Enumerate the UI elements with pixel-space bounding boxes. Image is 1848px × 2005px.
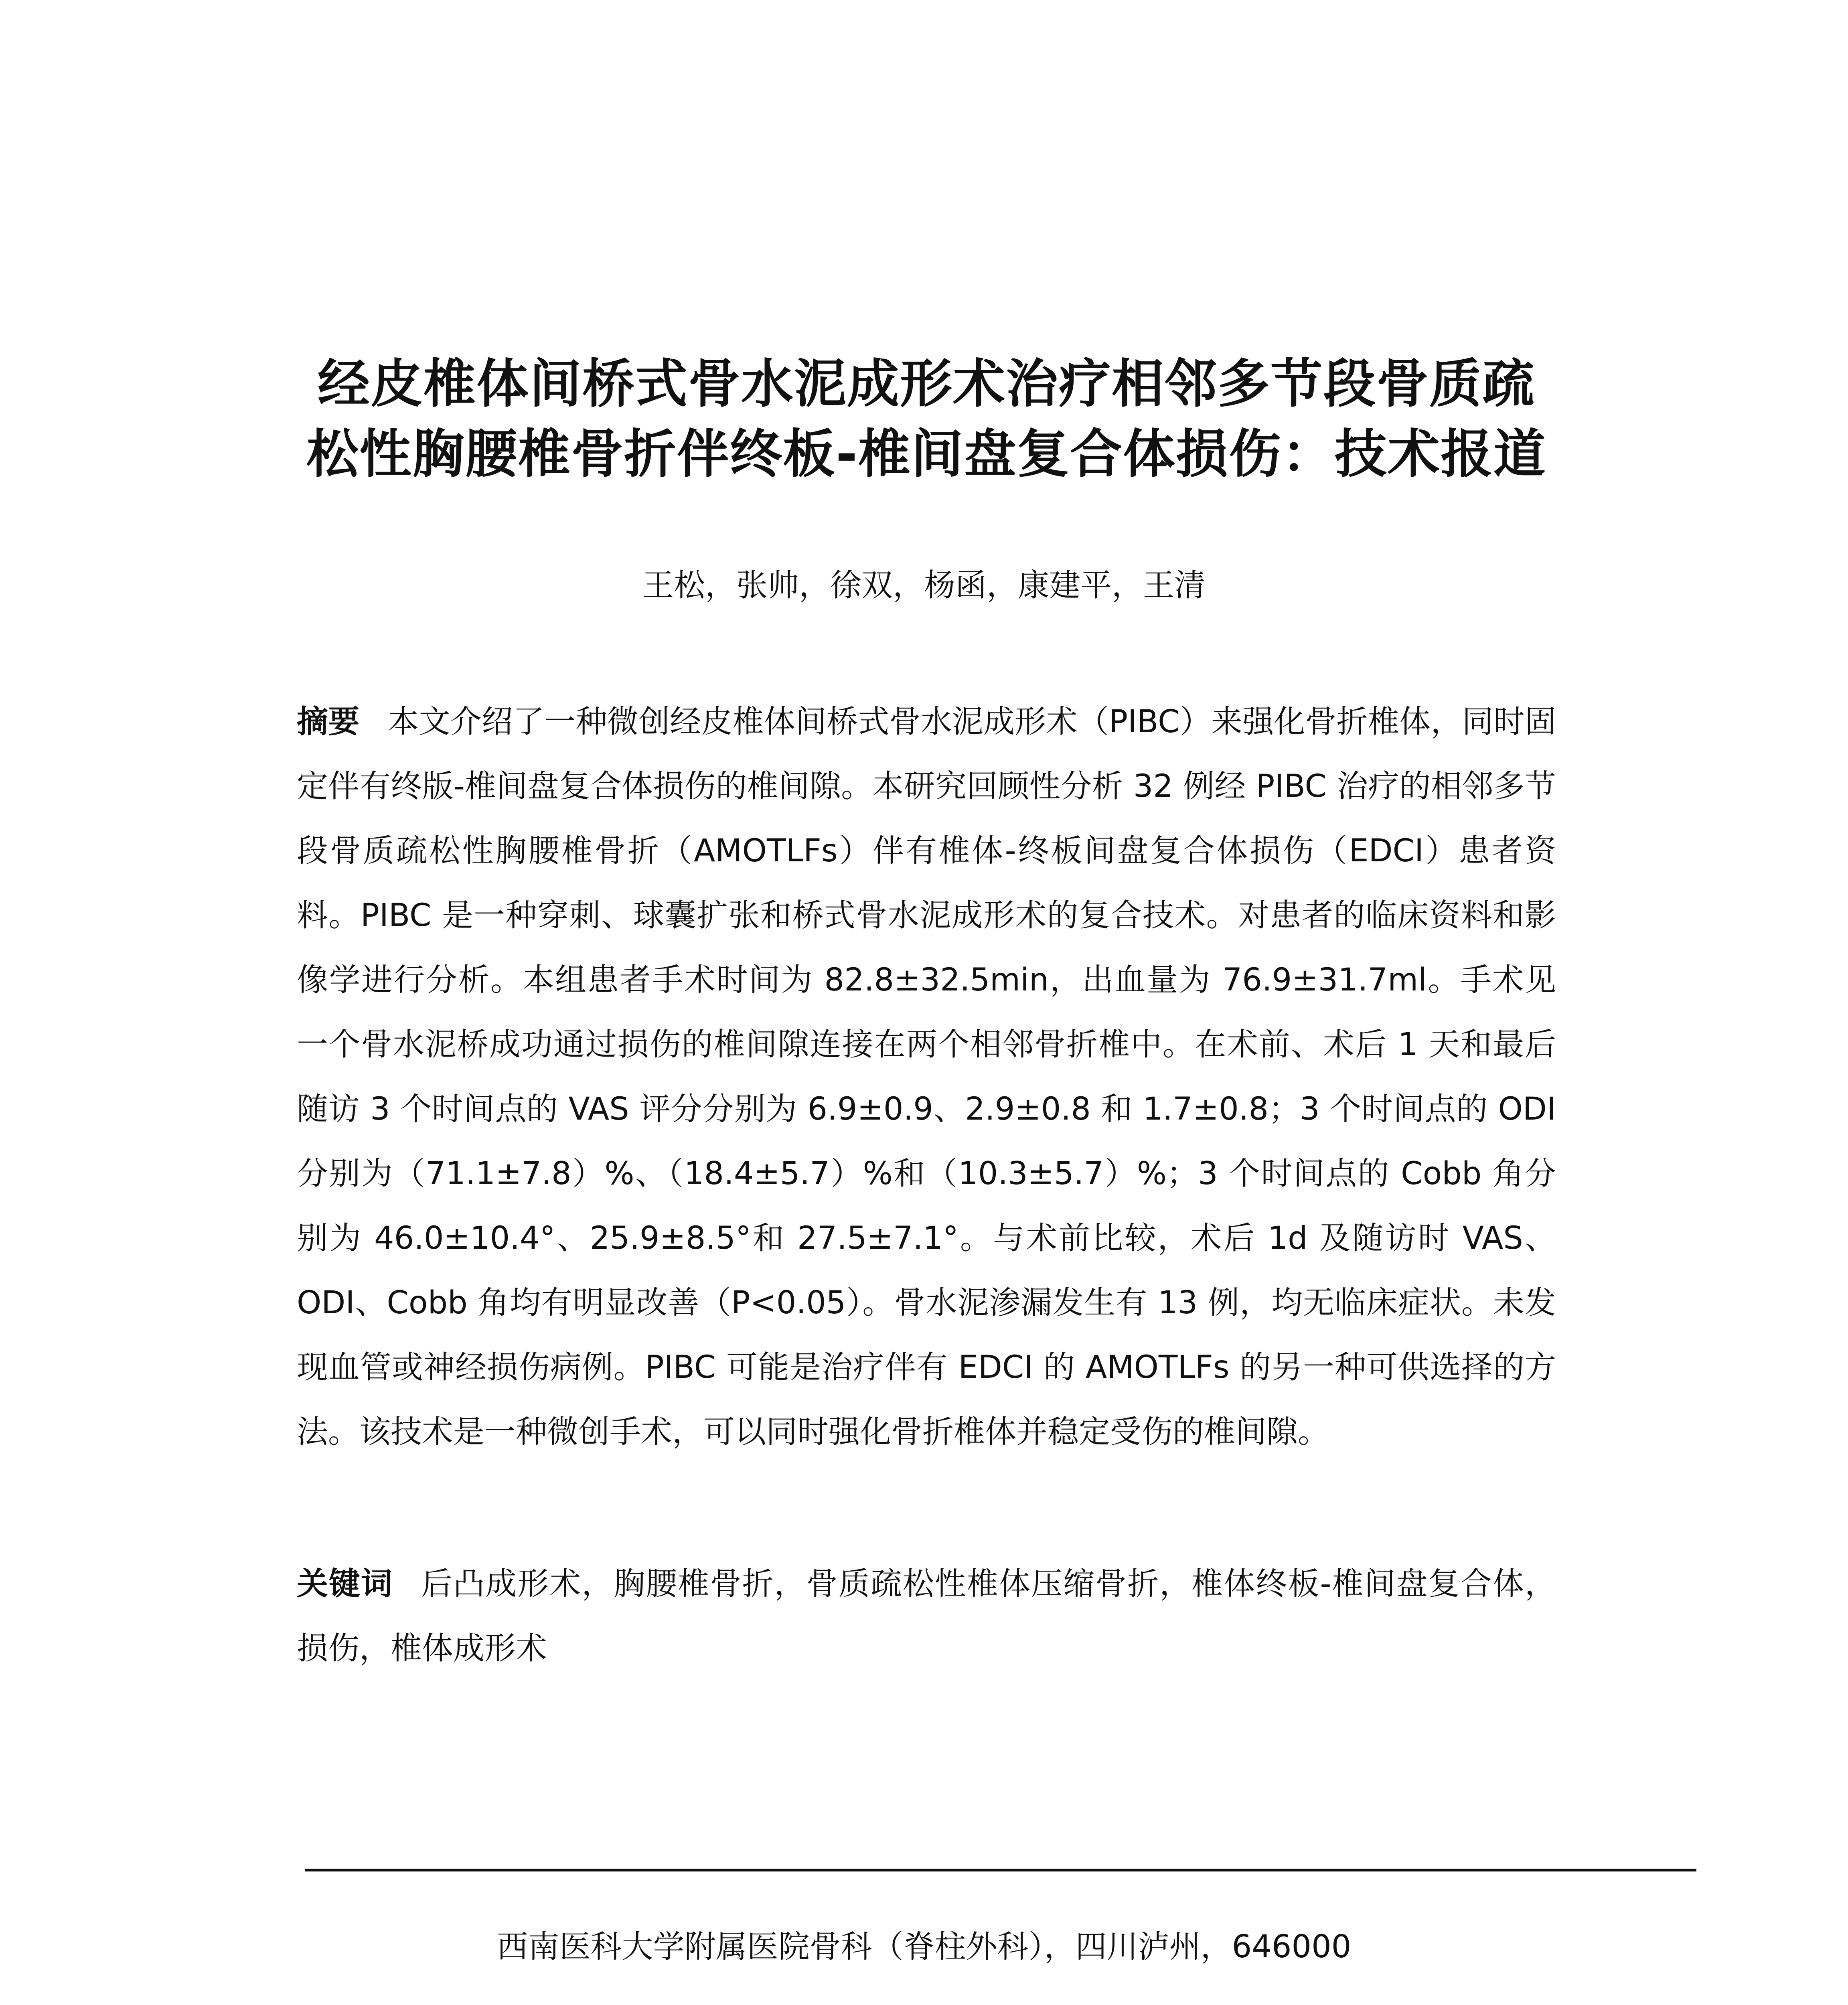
abstract-text: 本文介绍了一种微创经皮椎体间桥式骨水泥成形术（PIBC）来强化骨折椎体，同时固定伴有终版-椎间盘复合体损伤的椎间隙。本研究回顾性分析 32 例经 PIBC 治疗的相邻多节段骨质疏松性胸腰椎骨折（AMOTLFs）伴有椎体-终板间盘复合体损伤（EDCI）患者资料。PIBC 是一种穿刺、球囊扩张和桥式骨水泥成形术的复合技术。对患者的临床资料和影像学进行分析。本组患者手术时间为 82.8±32.5min，出血量为 76.9±31.7ml。手术见一个骨水泥桥成功通过损伤的椎间隙连接在两个相邻骨折椎中。在术前、术后 1 天和最后随访 3 个时间点的 VAS 评分分别为 6.9±0.9、2.9±0.8 和 1.7±0.8；3 个时间点的 ODI 分别为（71.1±7.8）%、（18.4±5.7）%和（10.3±5.7）%；3 个时间点的 Cobb 角分别为 46.0±10.4°、25.9±8.5°和 27.5±7.1°。与术前比较，术后 1d 及随访时 VAS、ODI、Cobb 角均有明显改善（P<0.05）。骨水泥渗漏发生有 13 例，均无临床症状。未发现血管或神经损伤病例。PIBC 可能是治疗伴有 EDCI 的 AMOTLFs 的另一种可供选择的方法。该技术是一种微创手术，可以同时强化骨折椎体并稳定受伤的椎间隙。 xyxy=(297,704,1556,1450)
abstract-section xyxy=(297,690,1556,1464)
abstract-label: 摘要 xyxy=(297,704,360,740)
keywords-section xyxy=(297,1552,1556,1681)
author-list: 王松，张帅，徐双，杨函，康建平，王清 xyxy=(642,567,1206,604)
keywords-label: 关键词 xyxy=(297,1566,393,1602)
footnote-divider xyxy=(305,1869,1696,1871)
paper-title xyxy=(297,349,1556,489)
correspondence-address xyxy=(297,1995,1556,2005)
author-affiliation: 西南医科大学附属医院骨科（脊柱外科），四川泸州，646000 xyxy=(496,1929,1352,1965)
paper-title-line-1: 经皮椎体间桥式骨水泥成形术治疗相邻多节段骨质疏 xyxy=(317,353,1535,414)
keywords-text: 后凸成形术，胸腰椎骨折，骨质疏松性椎体压缩骨折，椎体终板-椎间盘复合体，损伤，椎体成形术 xyxy=(297,1566,1556,1667)
paper-title-line-2: 松性胸腰椎骨折伴终板-椎间盘复合体损伤：技术报道 xyxy=(306,423,1546,484)
